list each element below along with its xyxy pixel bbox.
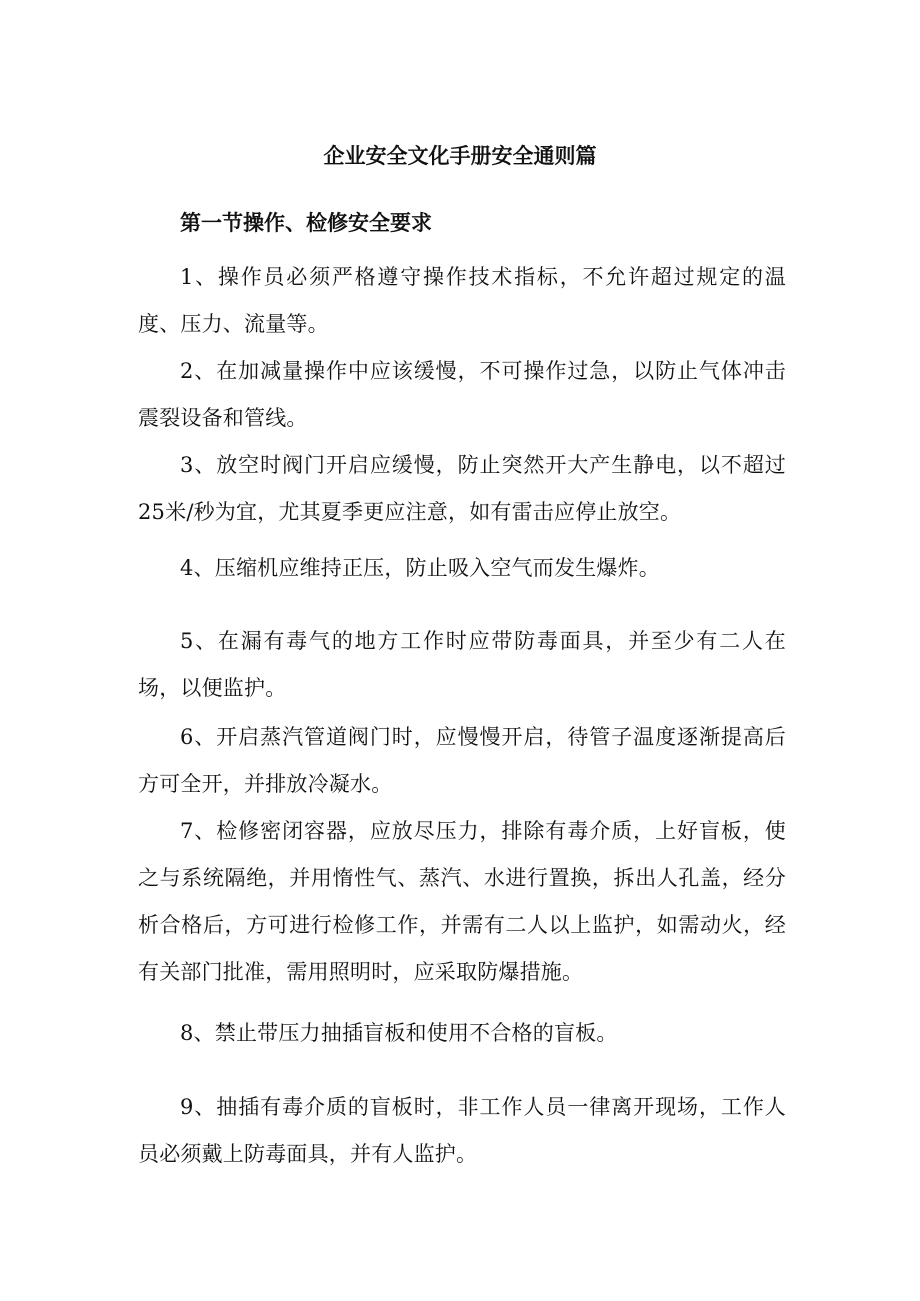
paragraph-2: 2、在加减量操作中应该缓慢，不可操作过急，以防止气体冲击震裂设备和管线。 <box>138 359 786 430</box>
paragraph-8: 8、禁止带压力抽插盲板和使用不合格的盲板。 <box>180 1021 618 1045</box>
paragraph-5: 5、在漏有毒气的地方工作时应带防毒面具，并至少有二人在场，以便监护。 <box>138 629 786 700</box>
paragraph-7: 7、检修密闭容器，应放尽压力，排除有毒介质，上好盲板，使之与系统隔绝，并用惰性气、蒸汽、水进行置换，拆出人孔盖，经分析合格后，方可进行检修工作，并需有二人以上监护，如需动火，经有关部门批准，需用照明时，应采取防爆措施。 <box>138 819 786 984</box>
document-title: 企业安全文化手册安全通则篇 <box>323 143 597 168</box>
paragraph-4: 4、压缩机应维持正压，防止吸入空气而发生爆炸。 <box>180 556 660 580</box>
paragraph-9: 9、抽插有毒介质的盲板时，非工作人员一律离开现场，工作人员必须戴上防毒面具，并有人监护。 <box>138 1095 786 1166</box>
paragraph-6: 6、开启蒸汽管道阀门时，应慢慢开启，待管子温度逐渐提高后方可全开，并排放冷凝水。 <box>138 725 786 796</box>
paragraph-1: 1、操作员必须严格遵守操作技术指标，不允许超过规定的温度、压力、流量等。 <box>138 265 786 336</box>
section-heading: 第一节操作、检修安全要求 <box>180 210 432 235</box>
paragraph-3: 3、放空时阀门开启应缓慢，防止突然开大产生静电，以不超过25米/秒为宜，尤其夏季更应注意，如有雷击应停止放空。 <box>138 453 786 524</box>
